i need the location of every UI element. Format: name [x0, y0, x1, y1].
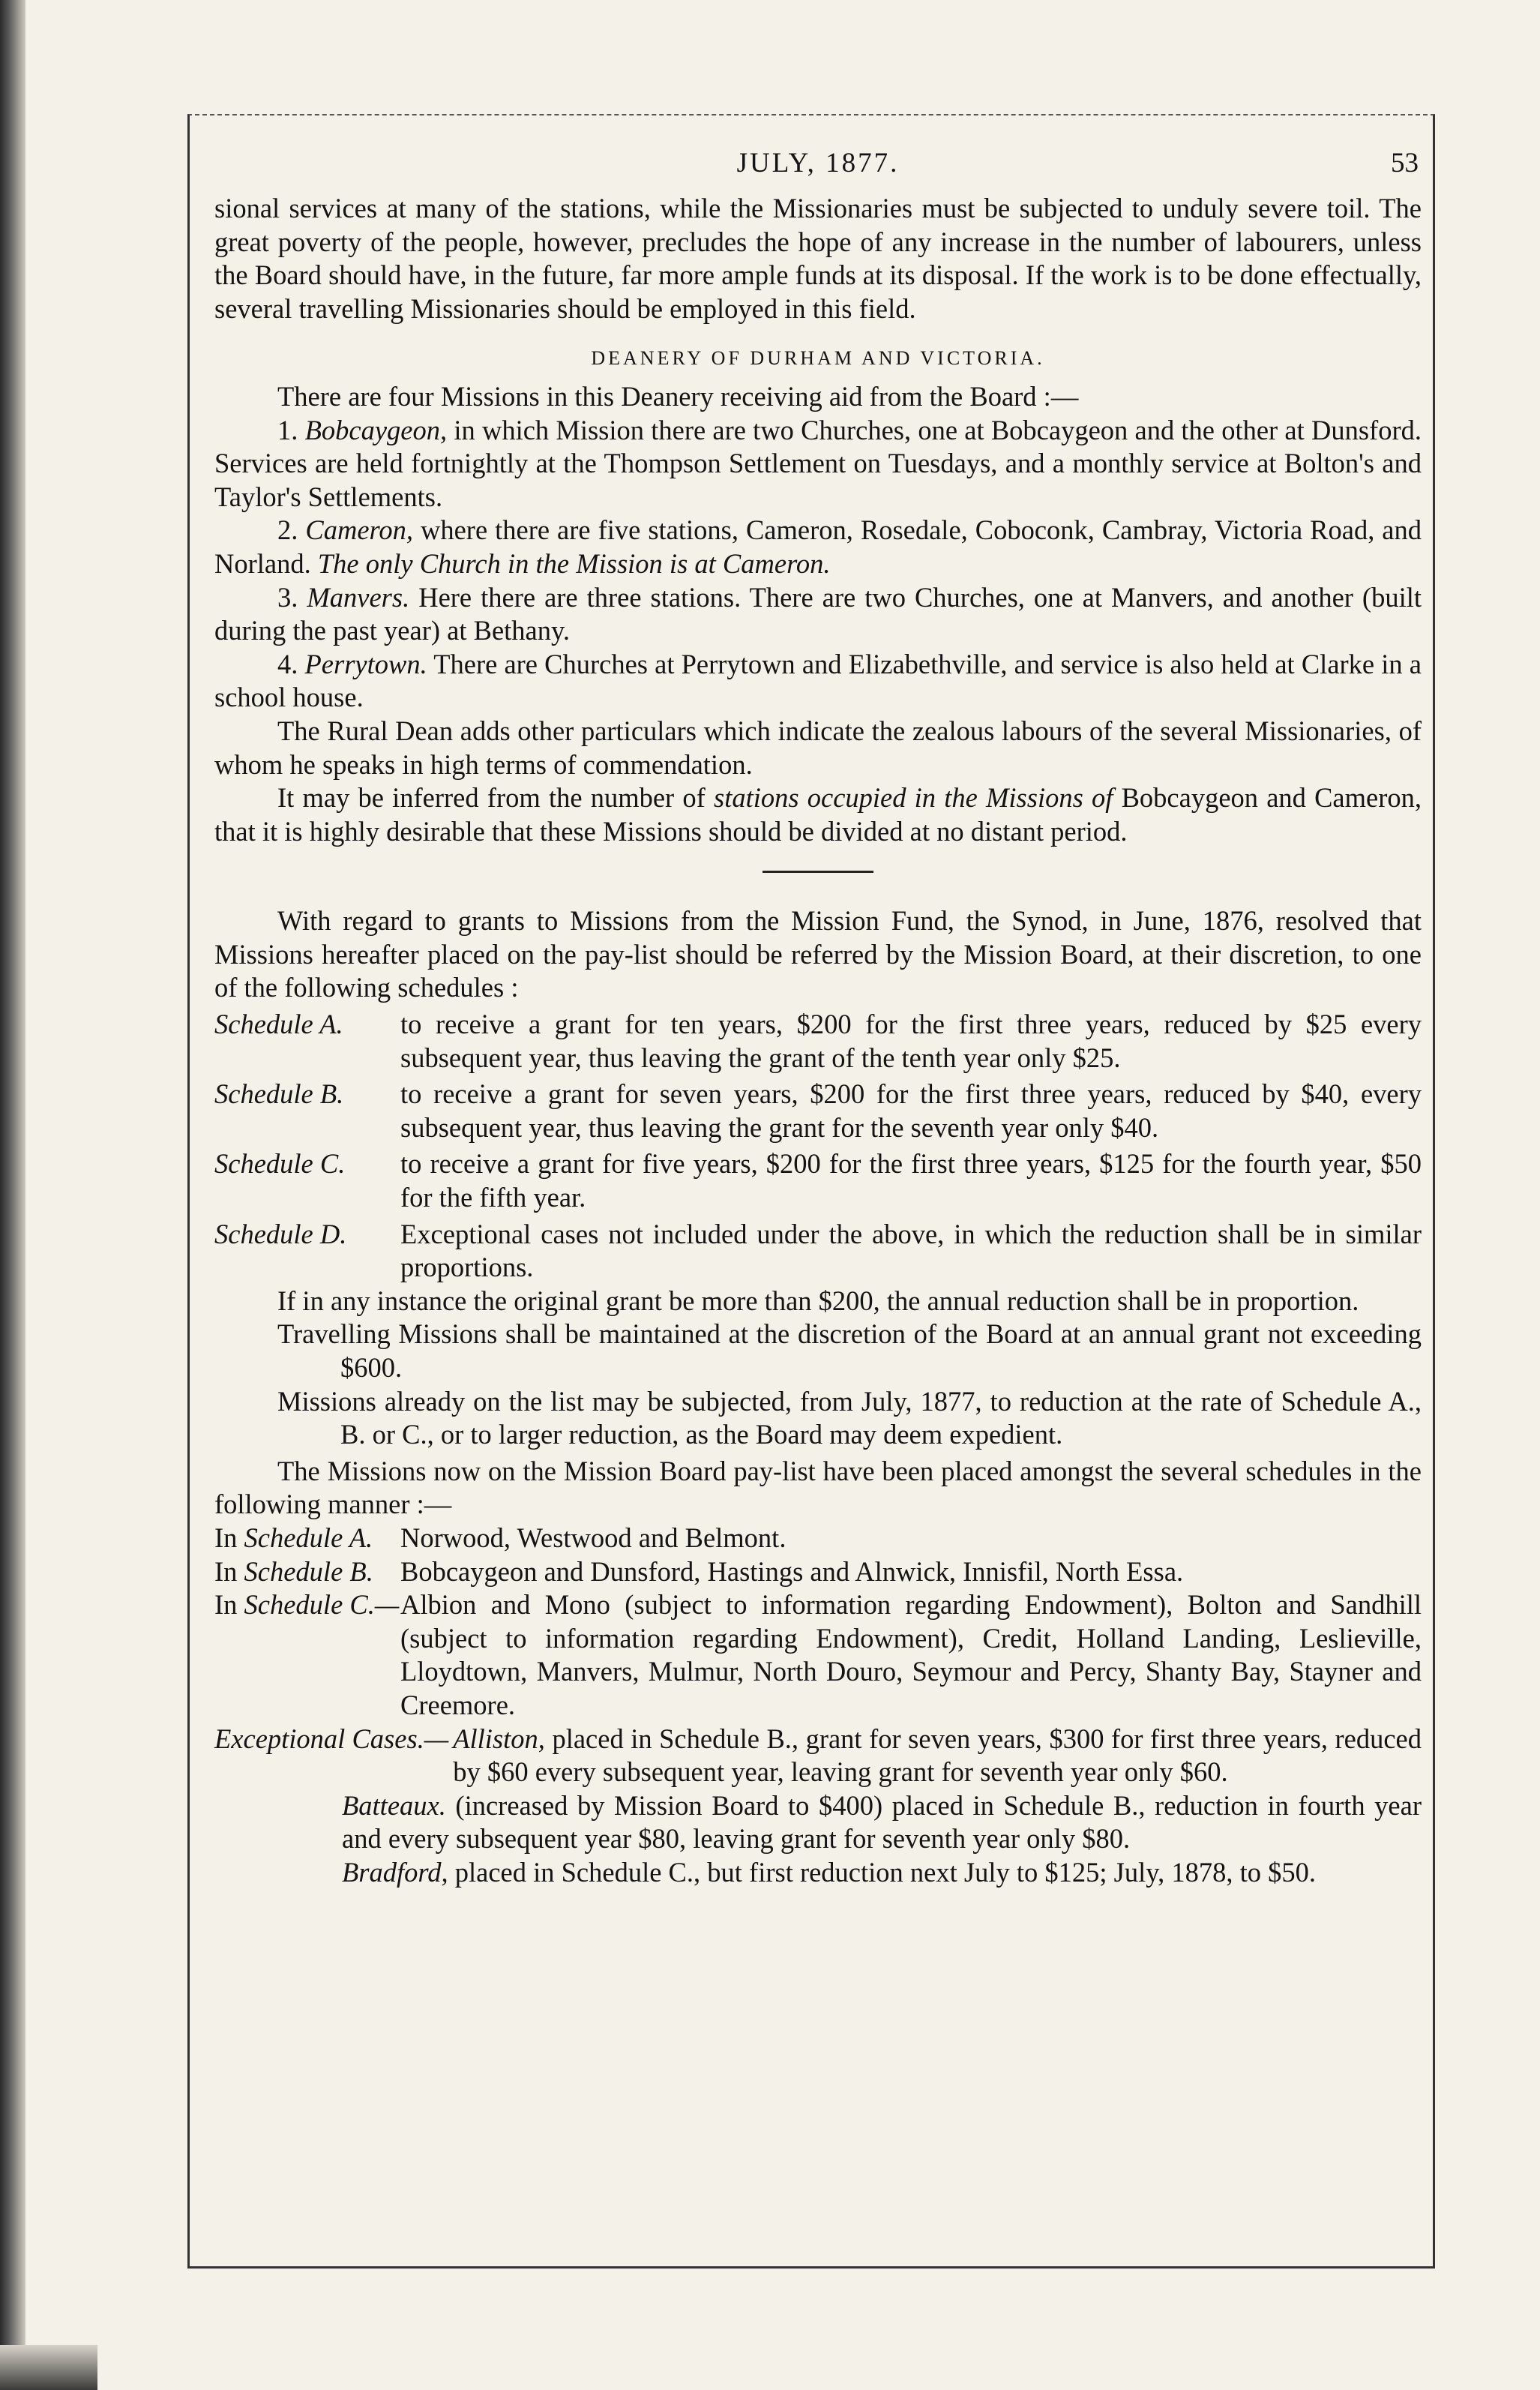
schedule-label: Schedule D.	[214, 1218, 347, 1249]
mission-item	[214, 581, 1422, 648]
inference-italic: stations occupied in the Missions of	[713, 782, 1113, 814]
placement-schedule: Schedule A.	[244, 1522, 373, 1553]
mission-name: Cameron,	[305, 514, 413, 546]
mission-text-italic: The only Church in the Mission is at Cameron.	[317, 547, 831, 579]
mission-name: Perrytown.	[304, 648, 427, 679]
scan-edge-bottom	[0, 2345, 97, 2390]
mission-number: 3.	[277, 581, 298, 613]
mission-name: Manvers.	[307, 581, 410, 613]
placement-schedule: Schedule C.—	[244, 1589, 400, 1621]
section-divider	[763, 871, 873, 873]
mission-text: in which Mission there are two Churches, one at Bobcaygeon and the other at Dunsford. Services are held fortnightly at the Thompson Settlement on Tuesdays, and a monthly service at Bolton's and Taylor's Settlements.	[214, 414, 1422, 512]
deanery-intro: There are four Missions in this Deanery receiving aid from the Board :—	[277, 380, 1079, 412]
exceptional-label: Exceptional Cases.—	[214, 1723, 449, 1754]
placement-row	[214, 1522, 1422, 1555]
page-header	[214, 147, 1422, 192]
mission-number: 4.	[277, 648, 298, 679]
mission-text: where there are five stations, Cameron, Rosedale, Coboconk, Cambray, Victoria Road, and Norland.	[214, 514, 1422, 579]
rural-dean-paragraph: The Rural Dean adds other particulars which indicate the zealous labours of the several Missionaries, of whom he speaks in high terms of commendation.	[214, 715, 1422, 780]
exceptional-first-name: Alliston,	[453, 1723, 545, 1754]
mission-name: Bobcaygeon,	[304, 414, 448, 445]
schedule-label: Schedule C.	[214, 1148, 346, 1180]
grant-rule: Travelling Missions shall be maintained at the discretion of the Board at an annual grant not exceeding $600.	[277, 1318, 1422, 1383]
mission-number: 1.	[277, 414, 298, 445]
placement-text: Bobcaygeon and Dunsford, Hastings and Alnwick, Innisfil, North Essa.	[400, 1555, 1184, 1587]
placement-label	[214, 1555, 400, 1589]
exceptional-row	[214, 1723, 1422, 1789]
exceptional-third	[214, 1856, 1422, 1890]
placement-prefix: In	[214, 1555, 244, 1587]
mission-number: 2.	[277, 514, 298, 546]
exceptional-second	[214, 1789, 1422, 1856]
scan-edge	[0, 0, 25, 2390]
schedule-row	[214, 1078, 1422, 1144]
schedule-label: Schedule B.	[214, 1078, 344, 1110]
grant-rule: If in any instance the original grant be more than $200, the annual reduction shall be in proportion.	[277, 1285, 1359, 1316]
placement-schedule: Schedule B.	[244, 1555, 373, 1587]
schedule-text: to receive a grant for seven years, $200 for the first three years, reduced by $40, every subsequent year, thus leaving the grant for the seventh year only $40.	[400, 1078, 1422, 1143]
exceptional-first-text: placed in Schedule B., grant for seven years, $300 for first three years, reduced by $60 every subsequent year, leaving grant for seventh year only $60.	[453, 1723, 1422, 1788]
placement-row	[214, 1555, 1422, 1589]
opening-paragraph: sional services at many of the stations, while the Missionaries must be subjected to unduly severe toil. The great poverty of the people, however, precludes the hope of any increase in the number of labourers, unless the Board should have, in the future, far more ample funds at its disposal. If the work is to be done effectually, several travelling Missionaries should be employed in this field.	[214, 193, 1422, 324]
mission-item	[214, 414, 1422, 514]
mission-item	[214, 648, 1422, 715]
schedule-text: to receive a grant for five years, $200 for the first three years, $125 for the fourth year, $50 for the fifth year.	[400, 1148, 1422, 1213]
grants-intro: With regard to grants to Missions from the Mission Fund, the Synod, in June, 1876, resolved that Missions hereafter placed on the pay-list should be referred by the Mission Board, at their discretion, to one of the following schedules :	[214, 905, 1422, 1003]
deanery-heading: DEANERY OF DURHAM AND VICTORIA.	[591, 347, 1045, 370]
inference-paragraph	[214, 781, 1422, 848]
schedule-row	[214, 1218, 1422, 1285]
schedule-text: to receive a grant for ten years, $200 for the first three years, reduced by $25 every subsequent year, thus leaving the grant of the tenth year only $25.	[400, 1009, 1422, 1073]
inference-text: It may be inferred from the number of	[277, 782, 714, 814]
mission-item	[214, 514, 1422, 580]
exceptional-second-name: Batteaux.	[342, 1789, 446, 1821]
inference-text-end: Bobcaygeon and Cameron, that it is highly desirable that these Missions should be divided at no distant period.	[214, 782, 1422, 847]
exceptional-third-text: placed in Schedule C., but first reduction next July to $125; July, 1878, to $50.	[448, 1856, 1317, 1888]
schedule-label: Schedule A.	[214, 1009, 343, 1040]
page-title: JULY, 1877.	[736, 148, 900, 178]
placement-row	[214, 1588, 1422, 1722]
schedule-row	[214, 1008, 1422, 1075]
placement-label	[214, 1588, 400, 1722]
exceptional-second-text: (increased by Mission Board to $400) placed in Schedule B., reduction in fourth year and every subsequent year $80, leaving grant for seventh year only $80.	[342, 1789, 1422, 1855]
exceptional-third-name: Bradford,	[342, 1856, 448, 1888]
placement-label	[214, 1522, 400, 1555]
page-number: 53	[1391, 148, 1419, 178]
page-content	[214, 147, 1422, 1890]
grant-rule: Missions already on the list may be subjected, from July, 1877, to reduction at the rate of Schedule A., B. or C., or to larger reduction, as the Board may deem expedient.	[277, 1385, 1422, 1450]
placement-intro: The Missions now on the Mission Board pay-list have been placed amongst the several schedules in the following manner :—	[214, 1455, 1422, 1520]
placement-prefix: In	[214, 1589, 244, 1621]
placement-prefix: In	[214, 1522, 244, 1553]
exceptional-first	[453, 1723, 1422, 1789]
placement-text: Norwood, Westwood and Belmont.	[400, 1522, 786, 1553]
mission-text: Here there are three stations. There are two Churches, one at Manvers, and another (built during the past year) at Bethany.	[214, 581, 1422, 646]
mission-text: There are Churches at Perrytown and Elizabethville, and service is also held at Clarke in a school house.	[214, 648, 1422, 713]
schedule-text: Exceptional cases not included under the above, in which the reduction shall be in similar proportions.	[400, 1218, 1422, 1283]
placement-text: Albion and Mono (subject to information regarding Endowment), Bolton and Sandhill (subject to information regarding Endowment), Credit, Holland Landing, Leslieville, Lloydtown, Manvers, Mulmur, North Douro, Seymour and Percy, Shanty Bay, Stayner and Creemore.	[400, 1589, 1422, 1720]
schedule-row	[214, 1147, 1422, 1214]
